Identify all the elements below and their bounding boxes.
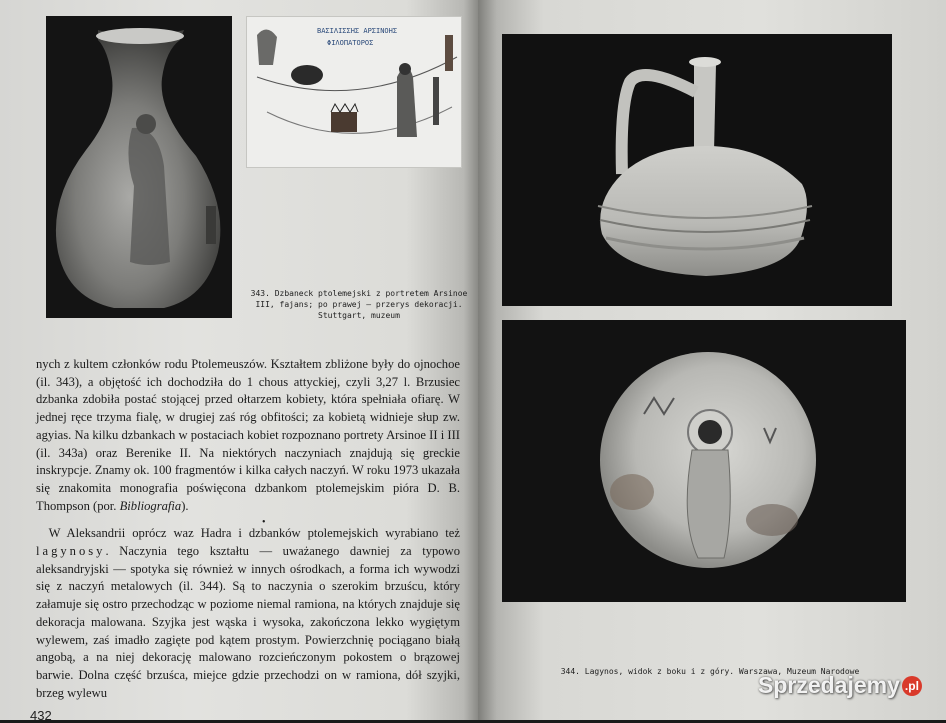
figure-344-caption: 344. Lagynos, widok z boku i z góry. Warszawa, Muzeum Narodowe	[560, 667, 860, 676]
paragraph-1-text: nych z kultem członków rodu Ptolemeuszów. Kształtem zbliżone były do ojnochoe (il. 343), a objętość ich dochodziła do 1 chous attyckiej, czyli 3,27 l. Brzusiec dzbanka zdobiła postać stojącej przed ołtarzem kobiety, która spełniała ofiarę. W jednej ręce trzyma fialę, w drugiej zaś róg obfitości; za kobietą widnieje słup zw. agyias. Na kilku dzbankach w postaciach kobiet rozpoznano portrety Arsinoe II i III (il. 343a) oraz Berenike II. Na niektórych naczyniach znajdują się greckie inskrypcje. Znamy ok. 100 fragmentów i kilka całych naczyń. W roku 1973 ukazała się znakomita monografia poświęcona dzbankom ptolemejskim pióra D. B. Thompson (por.	[36, 357, 460, 513]
watermark-text: Sprzedajemy	[758, 672, 900, 698]
paragraph-1	[36, 356, 460, 515]
lagynos-top-photo	[502, 320, 906, 602]
drawing-inscription-top: ΒΑΣΙΛΙΣΣΗΣ ΑΡΣΙΝΟΗΣ	[317, 27, 398, 35]
vase-photo	[46, 16, 232, 318]
page-number: 432	[30, 708, 52, 723]
drawing-inscription-bottom: ΦΙΛΟΠΑΤΟΡΟΣ	[327, 39, 374, 47]
section-separator: •	[262, 517, 266, 528]
bibliography-ref: Bibliografia	[119, 498, 182, 513]
decoration-drawing	[246, 16, 462, 168]
term-lagynosy: lagynosy	[36, 544, 106, 559]
watermark-badge: .pl	[902, 676, 922, 696]
figure-343-caption: 343. Dzbaneck ptolemejski z portretem Arsinoe III, fajans; po prawej — przerys dekoracji. Stuttgart, muzeum	[250, 289, 468, 320]
lagynos-side-photo	[502, 34, 892, 306]
body-text-column	[36, 356, 460, 702]
paragraph-2-start: W Aleksandrii oprócz waz Hadra i dzbanków ptolemejskich wyrabiano też	[48, 526, 460, 541]
paragraph-1-end: ).	[181, 498, 189, 513]
paragraph-2	[36, 525, 460, 702]
watermark	[758, 672, 922, 699]
paragraph-2-rest: . Naczynia tego kształtu — uważanego dawniej za typowo aleksandryjski — spotyka się również w innych ośrodkach, a forma ich wywodzi się z naczyń metalowych (il. 344). Są to naczynia o szerokim brzuścu, który załamuje się ostro przechodząc w poziome niemal ramiona, na których znajduje się dekoracja malowana. Szyjka jest wąska i wysoka, zakończona lekko wygiętym wylewem, zaś imadło zagięte pod kątem prostym. Powierzchnię pociągano białą angobą, a na niej dekorację malowano rozcieńczonym pokostem o brązowej barwie. Dolna część brzuśca, miejce gdzie przechodzi on w ramiona, dół szyjki, brzeg wylewu	[36, 544, 460, 700]
